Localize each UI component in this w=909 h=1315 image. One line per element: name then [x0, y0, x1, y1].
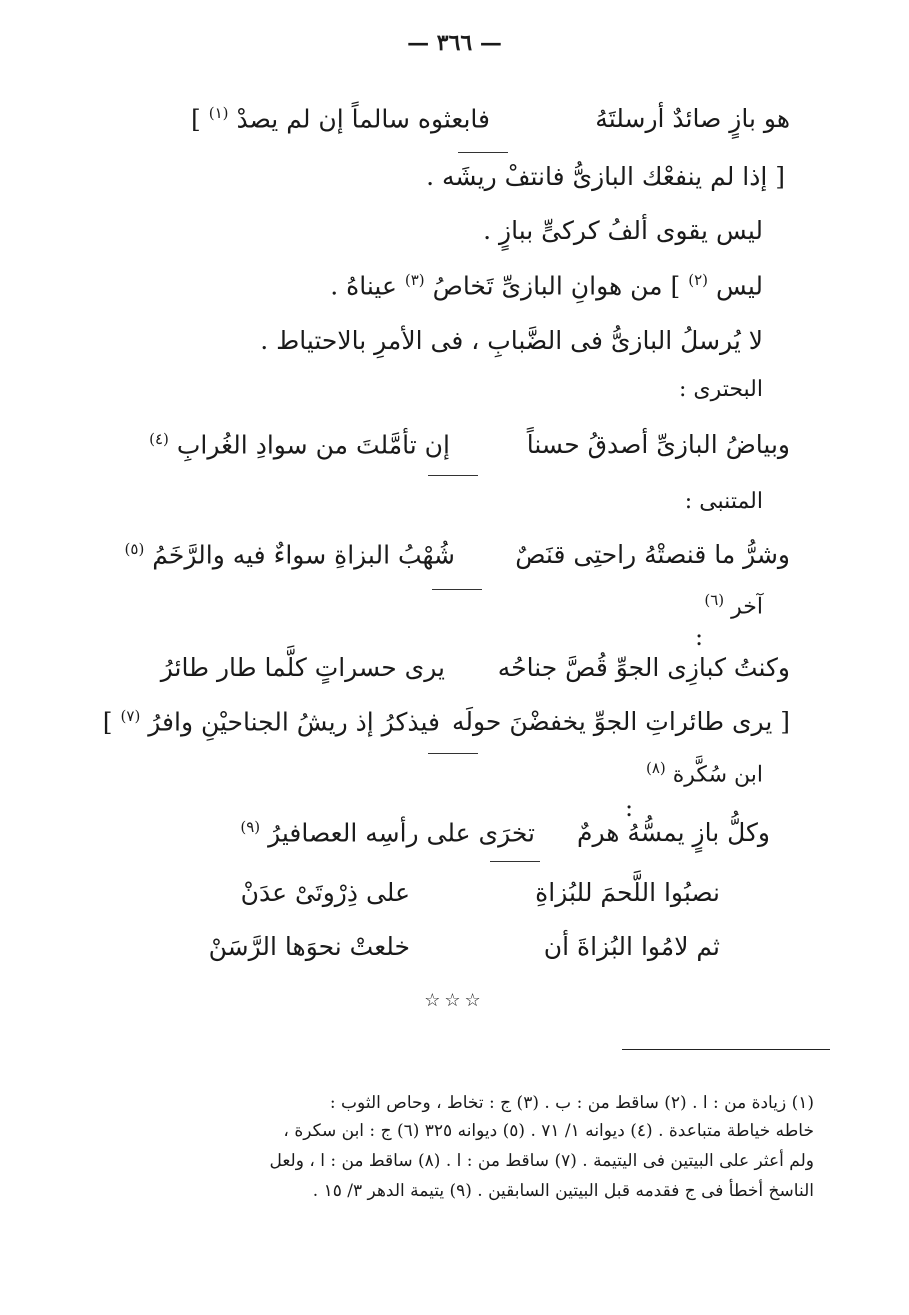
- proverb-line-3: ليس يقوى ألفُ كركىٍّ ببازٍ .: [483, 216, 763, 245]
- footnote-ref-6: (٦): [704, 591, 725, 609]
- verse-1: [110, 104, 790, 144]
- page-number: — ٣٦٦ —: [407, 30, 502, 56]
- verse-5-first-hemistich: [ يرى طائراتِ الجوِّ يخفضْنَ حولَه: [451, 707, 790, 736]
- verse-2-first-hemistich: وبياضُ البازىِّ أصدقُ حسناً: [526, 430, 790, 459]
- footnote-ref-9: (٩): [240, 818, 261, 836]
- footnote-ref-2: (٢): [688, 271, 708, 289]
- footnote-rule: [622, 1049, 830, 1050]
- poet-label-other: [704, 592, 763, 620]
- verse-8: [200, 932, 720, 972]
- verse-5-second-hemistich: [103, 707, 440, 736]
- bracket-close: ]: [191, 104, 201, 134]
- footnote-ref-4: (٤): [149, 430, 169, 448]
- poet-label-mutanabbi: المتنبى :: [684, 489, 763, 514]
- footnote-line-1: (١) زيادة من : ا . (٢) ساقط من : ب . (٣) ج : تخاط ، وحاص الثوب :: [329, 1093, 814, 1113]
- proverb-line-4: [330, 272, 763, 300]
- verse-6-second-text: تخرَى على رأسِه العصافيرُ: [268, 818, 535, 848]
- verse-4: [110, 653, 790, 693]
- verse-6: [160, 818, 770, 858]
- poet-label-ibn-sukkara: [646, 760, 763, 788]
- verse-3-second-text: شُهْبُ البزاةِ سواءٌ فيه والرَّخَمُ: [152, 540, 455, 570]
- poet-label-other-colon: :: [695, 623, 704, 651]
- proverb-4-a: ليس: [715, 271, 763, 301]
- footnote-ref-3: (٣): [404, 271, 425, 289]
- verse-1-second-hemistich: [191, 104, 490, 133]
- footnote-ref-8: (٨): [645, 759, 666, 777]
- verse-2-second-text: إن تأمَّلتَ من سوادِ الغُرابِ: [176, 430, 450, 460]
- poet-label-ibn-sukkara-colon: :: [625, 794, 634, 822]
- poet-label-buhturi: البحترى :: [678, 377, 763, 402]
- footnote-line-4: الناسخ أخطأ فى ج فقدمه قبل البيتين السابقين . (٩) يتيمة الدهر ٣/ ١٥ .: [312, 1181, 814, 1201]
- hemistich-separator: [432, 589, 482, 590]
- verse-7: [200, 878, 720, 918]
- verse-2-second-hemistich: [149, 430, 450, 459]
- footnote-line-2: خاطه خياطة متباعدة . (٤) ديوانه ١/ ٧١ . (٥) ديوانه ٣٢٥ (٦) ج : ابن سكرة ،: [283, 1121, 814, 1141]
- verse-7-second-hemistich: على ذِرْوتَىْ عدَنْ: [240, 878, 410, 907]
- verse-3-second-hemistich: [125, 540, 455, 569]
- hemistich-separator: [428, 753, 478, 754]
- verse-6-second-hemistich: [240, 818, 535, 847]
- verse-8-first-hemistich: ثم لامُوا البُزاةَ أن: [543, 932, 720, 961]
- verse-4-second-hemistich: يرى حسراتٍ كلَّما طار طائرُ: [160, 653, 445, 682]
- poet-label-other-text: آخر: [731, 594, 763, 620]
- proverb-4-c: عيناهُ .: [330, 271, 397, 301]
- hemistich-separator: [490, 861, 540, 862]
- verse-1-first-hemistich: هو بازٍ صائدٌ أرسلتَهُ: [595, 104, 790, 133]
- verse-3-first-hemistich: وشرُّ ما قنصتْهُ راحتِى قنَصٌ: [515, 540, 790, 569]
- hemistich-separator: [428, 475, 478, 476]
- verse-5: [102, 707, 790, 747]
- verse-1-second-text: فابعثوه سالماً إن لم يصدْ: [236, 104, 490, 134]
- verse-2: [110, 430, 790, 470]
- verse-3: [110, 540, 790, 580]
- footnote-ref-5: (٥): [124, 540, 145, 558]
- proverb-line-2: [ إذا لم ينفعْك البازىُّ فانتفْ ريشَه .: [426, 162, 785, 191]
- bracket-close: ]: [102, 707, 113, 737]
- verse-5-second-text: فيذكرُ إذ ريشُ الجناحيْنِ وافرُ: [148, 707, 440, 737]
- section-divider-stars: ☆☆☆: [424, 990, 485, 1011]
- verse-7-first-hemistich: نصبُوا اللَّحمَ للبُزاةِ: [535, 878, 720, 907]
- verse-8-second-hemistich: خلعتْ نحوَها الرَّسَنْ: [208, 932, 410, 961]
- footnote-ref-1: (١): [208, 104, 229, 122]
- proverb-4-b: ] من هوانِ البازىِّ تَخاصُ: [432, 271, 681, 301]
- verse-4-first-hemistich: وكنتُ كبازِى الجوِّ قُصَّ جناحُه: [497, 653, 790, 682]
- footnote-ref-7: (٧): [120, 707, 141, 725]
- hemistich-separator: [458, 152, 508, 153]
- proverb-line-5: لا يُرسلُ البازىُّ فى الضَّبابِ ، فى الأمرِ بالاحتياط .: [260, 326, 763, 355]
- verse-6-first-hemistich: وكلُّ بازٍ يمسُّهُ هرمٌ: [577, 818, 770, 847]
- poet-label-ibn-sukkara-text: ابن سُكَّرة: [672, 762, 763, 788]
- footnote-line-3: ولم أعثر على البيتين فى اليتيمة . (٧) ساقط من : ا . (٨) ساقط من : ا ، ولعل: [269, 1151, 814, 1171]
